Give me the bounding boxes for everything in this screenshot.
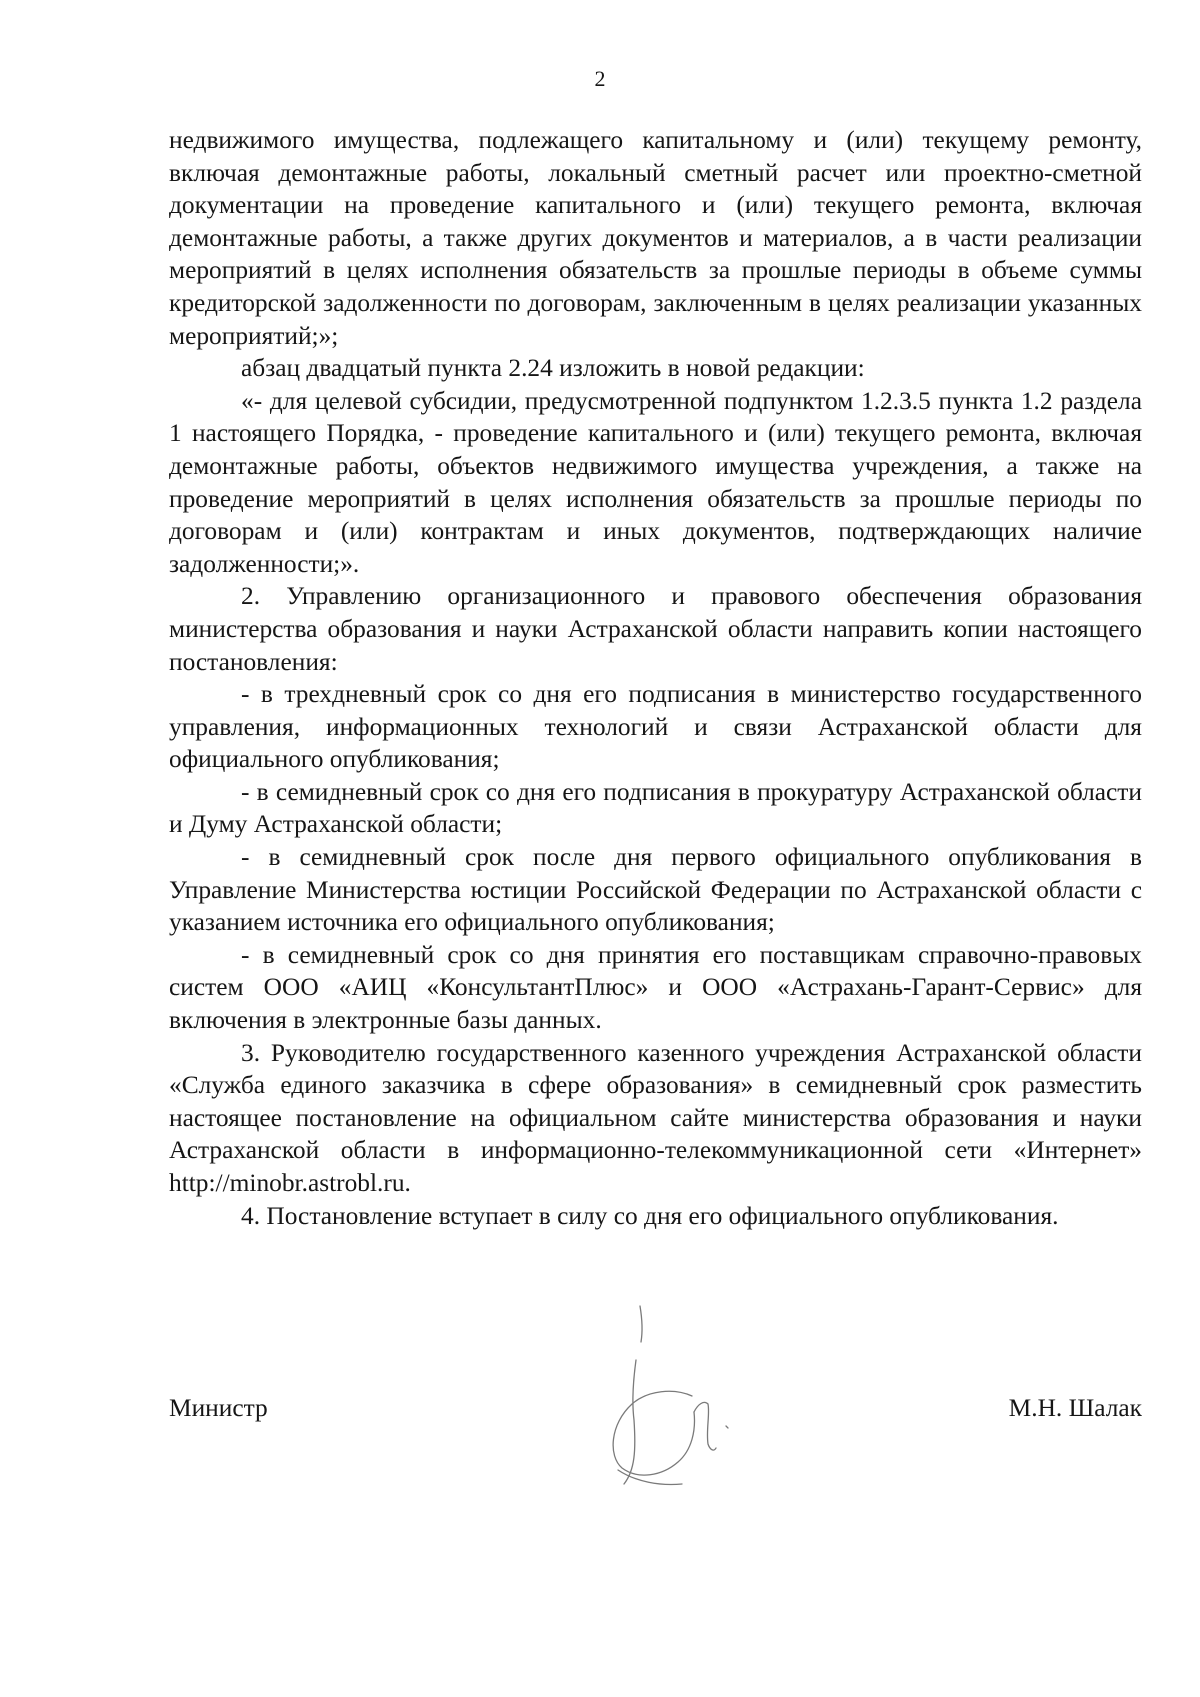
- paragraph-item-2: 2. Управлению организационного и правового обеспечения образования министерства образования и науки Астраханской области направить копии настоящего постановления:: [169, 582, 1142, 676]
- document-body: [169, 124, 1142, 1232]
- paragraph-item-2-bullet-3: - в семидневный срок после дня первого официального опубликования в Управление Министерства юстиции Российской Федерации по Астраханской области с указанием источника его официального опубликования;: [169, 843, 1142, 937]
- paragraph-item-2-bullet-1: - в трехдневный срок со дня его подписания в министерство государственного управления, информационных технологий и связи Астраханской области для официального опубликования;: [169, 680, 1142, 774]
- paragraph-amendment-intro: абзац двадцатый пункта 2.24 изложить в новой редакции:: [241, 354, 865, 383]
- paragraph-continuation: недвижимого имущества, подлежащего капитальному и (или) текущему ремонту, включая демонтажные работы, локальный сметный расчет или проектно-сметной документации на проведение капитального и (или) текущего ремонта, включая демонтажные работы, а также других документов и материалов, а в части реализации мероприятий в целях исполнения обязательств за прошлые периоды в объеме суммы кредиторской задолженности по договорам, заключенным в целях реализации указанных мероприятий;»;: [169, 126, 1142, 350]
- signature-block: [169, 1392, 1142, 1432]
- paragraph-item-2-bullet-2: - в семидневный срок со дня его подписания в прокуратуру Астраханской области и Думу Астраханской области;: [169, 777, 1142, 839]
- paragraph-amendment-text: «- для целевой субсидии, предусмотренной подпунктом 1.2.3.5 пункта 1.2 раздела 1 настоящего Порядка, - проведение капитального и (или) текущего ремонта, включая демонтажные работы, объектов недвижимого имущества учреждения, а также на проведение мероприятий в целях исполнения обязательств за прошлые периоды по договорам и (или) контрактам и иных документов, подтверждающих наличие задолженности;».: [169, 386, 1142, 578]
- paragraph-item-3: 3. Руководителю государственного казенного учреждения Астраханской области «Служба единого заказчика в сфере образования» в семидневный срок разместить настоящее постановление на официальном сайте министерства образования и науки Астраханской области в информационно-телекоммуникационной сети «Интернет» http://minobr.astrobl.ru.: [169, 1038, 1142, 1197]
- signatory-title: Министр: [169, 1394, 268, 1422]
- paragraph-item-4: 4. Постановление вступает в силу со дня его официального опубликования.: [241, 1201, 1059, 1230]
- paragraph-item-2-bullet-4: - в семидневный срок со дня принятия его поставщикам справочно-правовых систем ООО «АИЦ «КонсультантПлюс» и ООО «Астрахань-Гарант-Сервис» для включения в электронные базы данных.: [169, 940, 1142, 1035]
- signatory-name: М.Н. Шалак: [1008, 1394, 1142, 1422]
- page-number: 2: [594, 66, 606, 91]
